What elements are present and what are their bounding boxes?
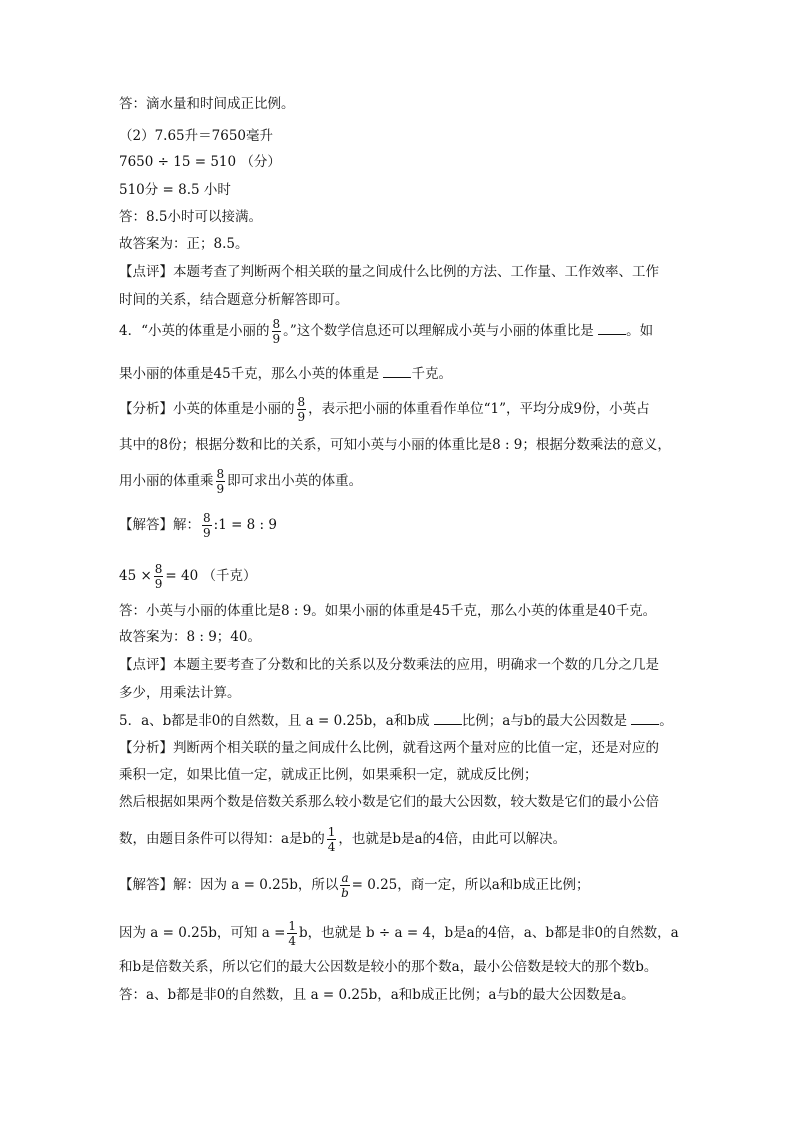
text-segment: 4．“小英的体重是小丽的 [119, 323, 270, 339]
answer-line: 答：小英与小丽的体重比是8 : 9。如果小丽的体重是45千克，那么小英的体重是40千克。 [119, 603, 657, 619]
denominator: 4 [327, 840, 336, 854]
analysis-line: 其中的8份；根据分数和比的关系，可知小英与小丽的体重比是8 : 9；根据分数乘法的意义， [119, 437, 671, 453]
analysis-line [119, 396, 650, 423]
answer-line: 答：a、b都是非0的自然数，且 a = 0.25b，a和b成正比例；a与b的最大公因数是a。 [119, 987, 635, 1003]
answer-blank[interactable] [383, 365, 411, 378]
text-segment: 【分析】小英的体重是小丽的 [119, 401, 295, 417]
numerator: 8 [272, 317, 281, 331]
question-5-line [119, 712, 673, 730]
text-segment: 【解答】解：因为 a = 0.25b，所以 [119, 877, 339, 893]
text-segment: 45 × [119, 568, 152, 584]
analysis-line: 然后根据如果两个数是倍数关系那么较小数是它们的最大公因数，较大数是它们的最小公倍 [119, 794, 659, 810]
text-segment: 因为 a = 0.25b，可知 a = [119, 925, 286, 941]
comment-line: 多少，用乘法计算。 [119, 685, 241, 701]
text-segment: 数，由题目条件可以得知：a是b的 [119, 831, 325, 847]
answer-line: 答：滴水量和时间成正比例。 [119, 96, 295, 112]
text-segment: 比例；a与b的最大公因数是 [461, 713, 627, 729]
answer-line: 答：8.5小时可以接满。 [119, 209, 262, 225]
step-line: （2）7.65升＝7650毫升 [119, 128, 274, 144]
numerator: a [341, 871, 349, 885]
final-answer-line: 故答案为：8 : 9；40。 [119, 629, 261, 645]
fraction-8-9 [272, 318, 282, 345]
answer-blank[interactable] [598, 322, 626, 335]
numerator: 1 [288, 919, 297, 933]
solution-line [119, 563, 257, 590]
denominator: 9 [203, 526, 211, 540]
text-segment: 。如 [626, 323, 654, 339]
solution-line [119, 920, 679, 947]
fraction-8-9 [216, 468, 226, 495]
calc-line: 7650 ÷ 15 = 510 （分） [119, 154, 281, 170]
comment-line: 【点评】本题主要考查了分数和比的关系以及分数乘法的应用，明确求一个数的几分之几是 [119, 657, 659, 673]
text-segment: b，也就是 b ÷ a = 4，b是a的4倍，a、b都是非0的自然数，a [299, 925, 679, 941]
denominator: 9 [216, 482, 225, 496]
text-segment: ，表示把小丽的体重看作单位“1”，平均分成9份，小英占 [308, 401, 650, 417]
solution-line [119, 512, 277, 539]
fraction-a-b [340, 872, 349, 899]
question-4-line-1 [119, 318, 653, 345]
analysis-line [119, 468, 362, 495]
text-segment: 5．a、b都是非0的自然数，且 a = 0.25b，a和b成 [119, 713, 430, 729]
final-answer-line: 故答案为：正；8.5。 [119, 236, 249, 252]
question-4-line-2 [119, 365, 452, 383]
numerator: 8 [297, 395, 306, 409]
text-segment: 用小丽的体重乘 [119, 473, 214, 489]
text-segment: :1 = 8 : 9 [213, 517, 277, 533]
denominator: 9 [154, 577, 163, 591]
text-segment: 。 [659, 713, 673, 729]
text-segment: 【解答】解： [119, 517, 200, 533]
numerator: 1 [327, 825, 336, 839]
text-segment: 千克。 [411, 366, 452, 382]
text-segment: 果小丽的体重是45千克，那么小英的体重是 [119, 366, 380, 382]
text-segment: = 40 （千克） [165, 568, 257, 584]
calc-line: 510分 = 8.5 小时 [119, 182, 231, 198]
answer-blank[interactable] [434, 712, 462, 725]
denominator: 4 [288, 934, 297, 948]
fraction-8-9 [154, 563, 164, 590]
answer-blank[interactable] [631, 712, 659, 725]
comment-line: 【点评】本题考查了判断两个相关联的量之间成什么比例的方法、工作量、工作效率、工作 [119, 264, 659, 280]
text-segment: ，也就是b是a的4倍，由此可以解决。 [338, 831, 567, 847]
fraction-8-9 [297, 396, 307, 423]
analysis-line: 【分析】判断两个相关联的量之间成什么比例，就看这两个量对应的比值一定，还是对应的 [119, 740, 659, 756]
text-segment: 。”这个数学信息还可以理解成小英与小丽的体重比是 [283, 323, 594, 339]
denominator: 9 [272, 332, 281, 346]
numerator: 8 [216, 467, 225, 481]
fraction-1-4 [287, 920, 297, 947]
analysis-line [119, 826, 566, 853]
comment-line: 时间的关系，结合题意分析解答即可。 [119, 292, 349, 308]
text-segment: = 0.25，商一定，所以a和b成正比例； [351, 877, 590, 893]
fraction-1-4 [327, 826, 337, 853]
denominator: b [341, 886, 349, 900]
analysis-line: 乘积一定，如果比值一定，就成正比例，如果乘积一定，就成反比例； [119, 767, 538, 783]
text-segment: 即可求出小英的体重。 [227, 473, 363, 489]
numerator: 8 [203, 511, 211, 525]
fraction-8-9 [202, 512, 212, 539]
solution-line: 和b是倍数关系，所以它们的最大公因数是较小的那个数a，最小公倍数是较大的那个数b。 [119, 959, 658, 975]
solution-line [119, 872, 589, 899]
numerator: 8 [154, 562, 163, 576]
denominator: 9 [297, 410, 306, 424]
